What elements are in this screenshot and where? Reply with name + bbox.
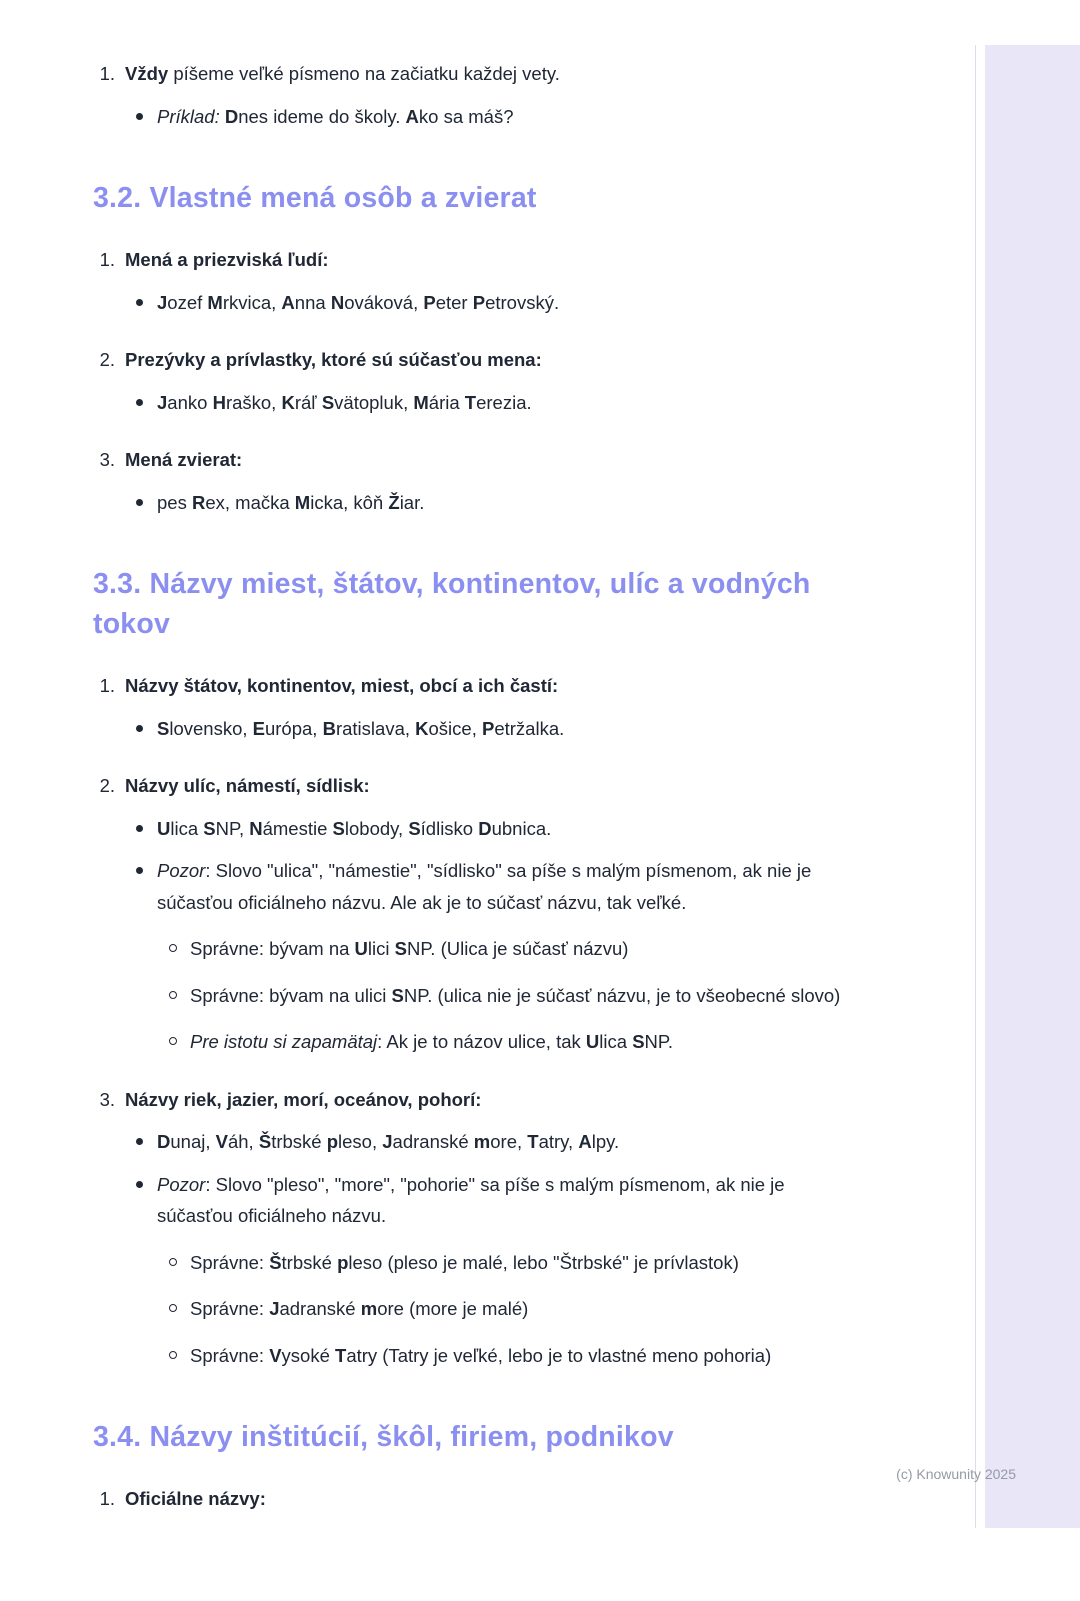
sub-bullet-item <box>157 980 853 1012</box>
text-segment: leso, <box>338 1131 383 1152</box>
text-segment: : Slovo "pleso", "more", "pohorie" sa píše s malým písmenom, ak nie je súčasťou oficiálneho názvu. <box>157 1173 785 1226</box>
text-segment: raško, <box>225 391 282 413</box>
text-segment: E <box>252 717 265 739</box>
bullet-marker <box>135 487 157 519</box>
text-segment: NP. (ulica nie je súčasť názvu, je to všeobecné slovo) <box>403 984 841 1006</box>
bullet-text <box>157 855 853 1058</box>
sub-bullet-item <box>157 1247 853 1279</box>
text-segment: atry, <box>538 1131 579 1152</box>
list-item <box>93 244 853 318</box>
bullet-item <box>125 101 853 133</box>
text-segment: m <box>473 1131 491 1152</box>
text-segment: Správne: bývam na ulici <box>190 984 392 1006</box>
text-segment: : Slovo "ulica", "námestie", "sídlisko" sa píše s malým písmenom, ak nie je súčasťou oficiálneho názvu. Ale ak je to súčasť názvu, tak veľké. <box>157 860 812 913</box>
text-segment: pes <box>157 491 192 513</box>
bullet-text <box>157 1169 853 1372</box>
list-item-body <box>125 1483 853 1515</box>
text-segment: ratislava, <box>335 717 416 739</box>
list-item-body <box>125 344 853 418</box>
text-segment: ore (more je malé) <box>377 1298 529 1319</box>
text-segment: S <box>157 717 170 739</box>
text-segment: Mená a priezviská ľudí: <box>125 249 329 270</box>
bullet-item <box>125 713 853 745</box>
list-item-body <box>125 770 853 1058</box>
text-segment: Správne: <box>190 1251 270 1273</box>
text-segment: anko <box>167 391 213 413</box>
text-segment: S <box>332 817 345 839</box>
bullet-marker <box>135 1169 157 1372</box>
list-number: 1. <box>99 63 115 84</box>
bullet-item <box>125 1169 853 1372</box>
list-item-label <box>125 1483 853 1515</box>
text-segment: J <box>382 1131 393 1152</box>
bullet-item <box>125 813 853 845</box>
text-segment: R <box>191 491 206 513</box>
bullet-marker <box>135 387 157 419</box>
text-segment: Oficiálne názvy: <box>125 1488 266 1509</box>
text-segment: píšeme veľké písmeno na začiatku každej vety. <box>168 63 560 84</box>
text-segment: eter <box>435 291 473 313</box>
text-segment: J <box>157 391 168 413</box>
sub-bullet-text <box>190 1247 853 1279</box>
bullet-item <box>125 1126 853 1158</box>
list-item-body <box>125 444 853 518</box>
text-segment: J <box>269 1298 280 1319</box>
sub-bullet-text <box>190 1293 853 1325</box>
text-segment: lica <box>599 1031 633 1052</box>
text-segment: S <box>391 984 404 1006</box>
list-number: 3. <box>99 1088 115 1110</box>
sub-bullet-marker <box>168 1247 190 1279</box>
text-segment: Pre istotu si zapamätaj <box>190 1031 378 1052</box>
text-segment: ozef <box>167 291 208 313</box>
list-item-label <box>125 244 853 276</box>
list-item-label <box>125 344 853 376</box>
text-segment: erezia. <box>476 391 532 413</box>
text-segment: : Ak je to názov ulice, tak <box>377 1031 586 1052</box>
sub-bullet-text <box>190 980 853 1012</box>
text-segment: lovensko, <box>169 717 253 739</box>
bullet-text <box>157 101 853 133</box>
text-segment: NP. (Ulica je súčasť názvu) <box>406 938 629 959</box>
text-segment: D <box>224 105 239 127</box>
list-item <box>93 1084 853 1372</box>
text-segment: H <box>212 391 226 413</box>
section-heading: 3.3. Názvy miest, štátov, kontinentov, ulíc a vodných tokov <box>93 568 811 640</box>
text-segment: S <box>408 817 421 839</box>
text-segment: M <box>207 291 223 313</box>
text-segment: ošice, <box>428 717 482 739</box>
list-item-label <box>125 670 853 702</box>
text-segment: A <box>578 1131 592 1152</box>
scrollbar-track[interactable] <box>985 45 1080 1528</box>
text-segment: Názvy štátov, kontinentov, miest, obcí a ich častí: <box>125 675 559 696</box>
text-segment: ámestie <box>262 817 333 839</box>
list-item-body <box>125 244 853 318</box>
bullet-text <box>157 813 853 845</box>
text-segment: Š <box>269 1251 282 1273</box>
text-segment: Správne: <box>190 1298 270 1319</box>
text-segment: A <box>405 105 419 127</box>
text-segment: Názvy riek, jazier, morí, oceánov, pohorí: <box>125 1088 482 1110</box>
bullet-item <box>125 387 853 419</box>
sub-bullet-marker <box>168 933 190 965</box>
sub-bullet-marker <box>168 1026 190 1058</box>
text-segment: S <box>394 938 407 959</box>
bullet-item <box>125 287 853 319</box>
text-segment: lpy. <box>591 1131 620 1152</box>
text-segment: N <box>249 817 263 839</box>
text-segment: NP, <box>215 817 250 839</box>
text-segment: nes ideme do školy. <box>238 105 406 127</box>
text-segment: etrovský. <box>485 291 560 313</box>
text-segment: ore, <box>490 1131 528 1152</box>
sub-bullet-marker <box>168 980 190 1012</box>
text-segment: ária <box>428 391 465 413</box>
text-segment: trbské <box>281 1251 338 1273</box>
text-segment: Vždy <box>125 63 169 84</box>
text-segment: Š <box>258 1131 272 1152</box>
list-item <box>93 770 853 1058</box>
text-segment: Prezývky a prívlastky, ktoré sú súčasťou mena: <box>125 349 542 370</box>
text-segment: rkvica, <box>222 291 282 313</box>
list-number: 1. <box>99 249 115 270</box>
watermark-text: (c) Knowunity 2025 <box>896 1466 1016 1482</box>
text-segment: Pozor <box>157 860 206 881</box>
text-segment: leso (pleso je malé, lebo "Štrbské" je prívlastok) <box>348 1251 739 1273</box>
sub-bullet-marker <box>168 1293 190 1325</box>
text-segment: U <box>585 1031 600 1052</box>
text-segment: atry (Tatry je veľké, lebo je to vlastné meno pohoria) <box>346 1344 772 1366</box>
bullet-marker <box>135 855 157 1058</box>
sub-bullet-item <box>157 1340 853 1372</box>
list-item <box>93 670 853 744</box>
section-heading: 3.4. Názvy inštitúcií, škôl, firiem, podnikov <box>93 1421 674 1453</box>
text-segment: adranské <box>392 1131 474 1152</box>
list-item <box>93 444 853 518</box>
list-item-body <box>125 670 853 744</box>
text-segment: p <box>326 1131 339 1152</box>
text-segment: vätopluk, <box>334 391 414 413</box>
text-segment: K <box>415 717 429 739</box>
text-segment: p <box>337 1251 349 1273</box>
bullet-item <box>125 855 853 1058</box>
bullet-text <box>157 387 853 419</box>
text-segment: lici <box>367 938 395 959</box>
bullet-text <box>157 487 853 519</box>
sub-bullet-list <box>157 933 853 1058</box>
text-segment: áh, <box>227 1131 259 1152</box>
list-item-label <box>125 770 853 802</box>
list-number: 3. <box>99 449 115 470</box>
sub-bullet-text <box>190 933 853 965</box>
text-segment: m <box>360 1298 378 1319</box>
text-segment: ubnica. <box>491 817 552 839</box>
list-item-label <box>125 58 853 90</box>
text-segment: K <box>281 391 295 413</box>
text-segment: Mená zvierat: <box>125 449 243 470</box>
text-segment: S <box>203 817 216 839</box>
text-segment: S <box>632 1031 645 1052</box>
bullet-text <box>157 713 853 745</box>
text-segment: trbské <box>271 1131 327 1152</box>
text-segment: lica <box>170 817 204 839</box>
text-segment: unaj, <box>170 1131 216 1152</box>
text-segment: T <box>335 1344 347 1366</box>
list-item <box>93 344 853 418</box>
bullet-marker <box>135 813 157 845</box>
bullet-marker <box>135 287 157 319</box>
text-segment: ráľ <box>294 391 322 413</box>
sub-bullet-item <box>157 1293 853 1325</box>
text-segment: etržalka. <box>494 717 565 739</box>
text-segment: ko sa máš? <box>418 105 514 127</box>
bullet-item <box>125 487 853 519</box>
text-segment: A <box>281 291 295 313</box>
list-number: 1. <box>99 675 115 696</box>
text-segment: iar. <box>399 491 425 513</box>
text-segment: D <box>478 817 492 839</box>
sub-bullet-item <box>157 933 853 965</box>
text-segment: D <box>157 1131 171 1152</box>
text-segment: Správne: <box>190 1344 270 1366</box>
list-number: 1. <box>99 1488 115 1509</box>
bullet-text <box>157 1126 853 1158</box>
text-segment: V <box>269 1344 282 1366</box>
list-item-body <box>125 58 853 132</box>
text-segment: adranské <box>279 1298 361 1319</box>
text-segment: V <box>215 1131 228 1152</box>
text-segment: P <box>472 291 486 313</box>
text-segment: ex, mačka <box>205 491 295 513</box>
text-segment: S <box>321 391 335 413</box>
sub-bullet-item <box>157 1026 853 1058</box>
bullet-text <box>157 287 853 319</box>
text-segment: Názvy ulíc, námestí, sídlisk: <box>125 775 370 796</box>
text-segment: Ž <box>388 491 400 513</box>
text-segment: P <box>481 717 495 739</box>
text-segment: T <box>527 1131 539 1152</box>
text-segment: ídlisko <box>420 817 479 839</box>
list-item-body <box>125 1084 853 1372</box>
text-segment: ováková, <box>344 291 424 313</box>
page-right-divider <box>975 45 976 1528</box>
bullet-marker <box>135 1126 157 1158</box>
text-segment: nna <box>294 291 331 313</box>
text-segment: ysoké <box>281 1344 335 1366</box>
text-segment: J <box>157 291 168 313</box>
list-item <box>93 1483 853 1515</box>
text-segment: M <box>413 391 429 413</box>
list-item <box>93 58 853 132</box>
sub-bullet-marker <box>168 1340 190 1372</box>
sub-bullet-list <box>157 1247 853 1372</box>
list-item-label <box>125 444 853 476</box>
bullet-marker <box>135 713 157 745</box>
sub-bullet-text <box>190 1026 853 1058</box>
text-segment: NP. <box>644 1031 673 1052</box>
text-segment: lobody, <box>344 817 409 839</box>
text-segment: Príklad: <box>157 105 220 127</box>
ordered-list <box>93 58 853 132</box>
ordered-list <box>93 1483 853 1515</box>
sub-bullet-text <box>190 1340 853 1372</box>
ordered-list <box>93 670 853 1371</box>
bullet-marker <box>135 101 157 133</box>
text-segment: T <box>464 391 477 413</box>
text-segment: N <box>330 291 345 313</box>
text-segment: U <box>354 938 368 959</box>
list-number: 2. <box>99 775 115 796</box>
text-segment: M <box>294 491 311 513</box>
ordered-list <box>93 244 853 518</box>
text-segment: Správne: bývam na <box>190 938 355 959</box>
text-segment: U <box>157 817 171 839</box>
list-number: 2. <box>99 349 115 370</box>
text-segment: B <box>322 717 336 739</box>
text-segment: P <box>423 291 436 313</box>
text-segment: Pozor <box>157 1173 206 1195</box>
text-segment: urópa, <box>264 717 323 739</box>
list-item-label <box>125 1084 853 1116</box>
section-heading: 3.2. Vlastné mená osôb a zvierat <box>93 182 537 214</box>
text-segment: icka, kôň <box>310 491 389 513</box>
